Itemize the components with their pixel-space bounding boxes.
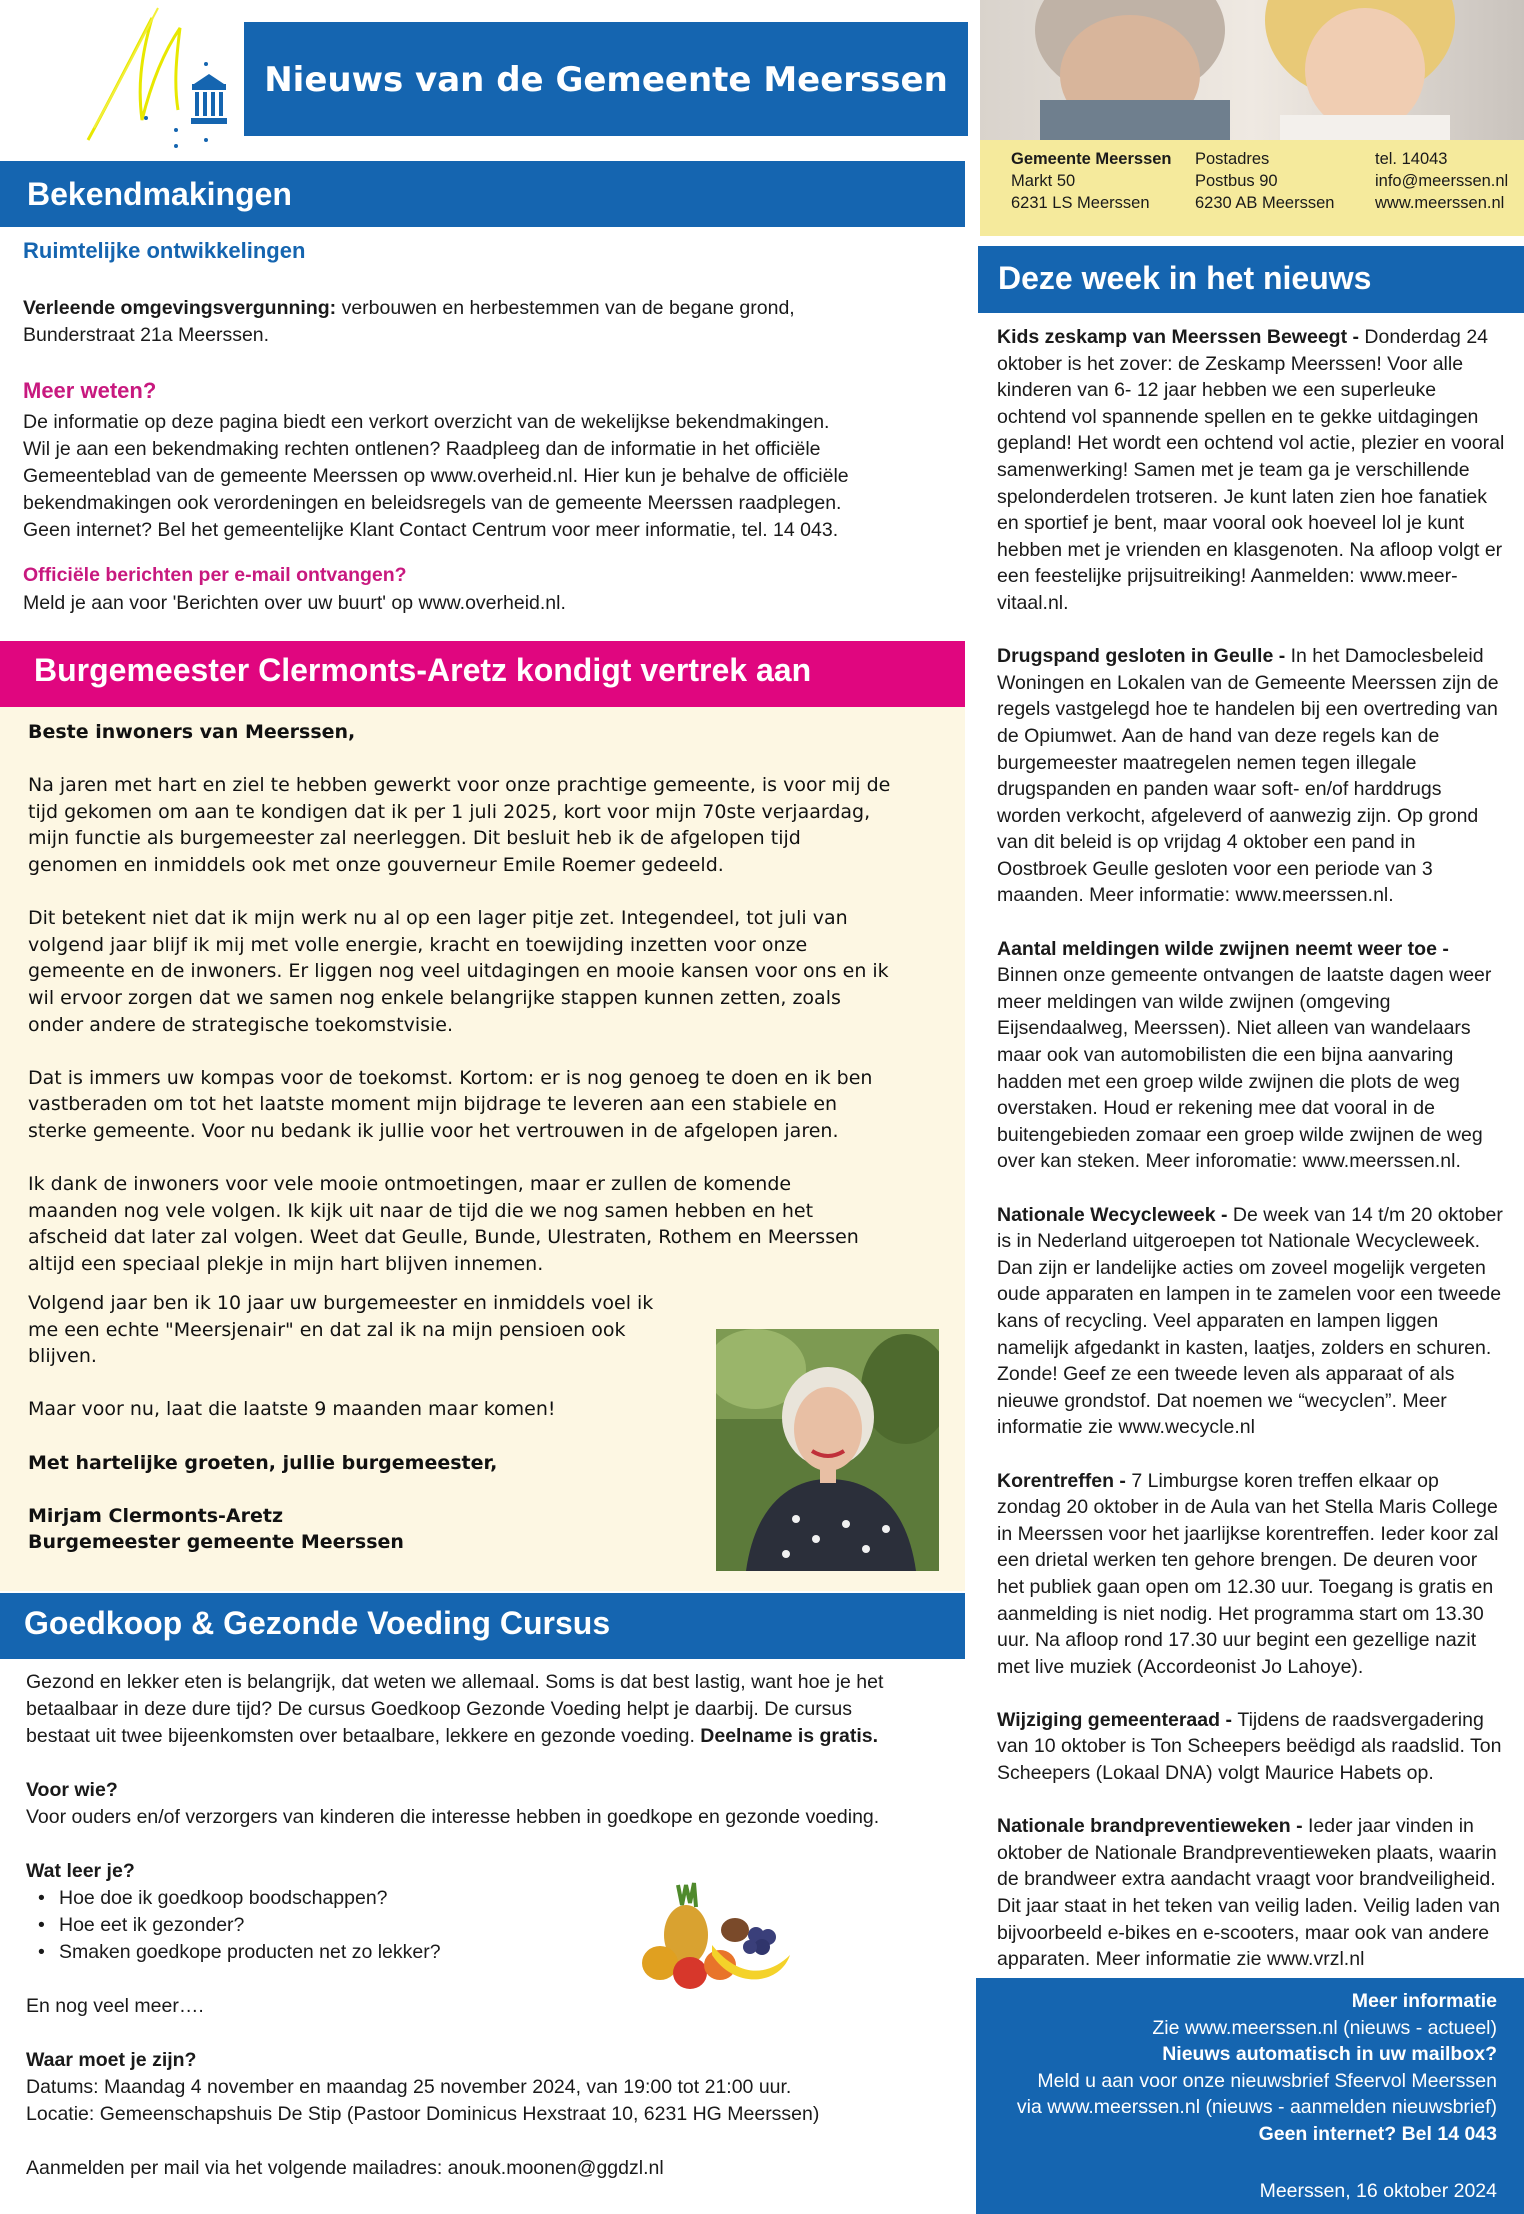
section-title: Burgemeester Clermonts-Aretz kondigt vertrek aan <box>34 652 812 688</box>
section-title: Goedkoop & Gezonde Voeding Cursus <box>24 1605 611 1641</box>
mayor-letter-closing <box>28 1290 708 1556</box>
news-item-title: Korentreffen - <box>997 1469 1132 1492</box>
footer-line: Meld u aan voor onze nieuwsbrief Sfeervol Meerssen <box>1037 2069 1497 2092</box>
news-item <box>997 643 1508 909</box>
photo-couple <box>980 0 1524 140</box>
news-item-body: Ieder jaar vinden in oktober de Nationale Brandpreventieweken plaats, waarin de brandweer extra aandacht vraagt voor brandveiligheid. Dit jaar staat in het teken van veilig laden. Veilig laden van bijvoorbeeld e-bikes en e-scooters, maar ook van andere apparaten. Meer informatie zie www.vrzl.nl <box>997 1815 1500 1971</box>
footer-line: Geen internet? Bel 14 043 <box>1258 2122 1497 2145</box>
letter-line: vastberaden om tot het laatste moment mijn bijdrage te leveren aan een stabiele en <box>28 1093 838 1116</box>
news-item-body: 7 Limburgse koren treffen elkaar op zondag 20 oktober in de Aula van het Stella Maris College in Meerssen voor het jaarlijkse korentreffen. Ieder koor zal een drietal werken ten gehore brengen. De deuren voor het publiek gaan open om 12.30 uur. Toegang is gratis en aanmelding is niet nodig. Het programma start om 13.30 uur. Na afloop rond 17.30 uur begint een gezellige nazit met live muziek (Accordeonist Jo Lahoye). <box>997 1469 1499 1678</box>
letter-line: Ik dank de inwoners voor vele mooie ontmoetingen, maar er zullen de komende <box>28 1173 792 1196</box>
contact-city: 6231 LS Meerssen <box>1011 194 1150 212</box>
news-item <box>997 324 1508 617</box>
letter-line: volgend jaar blijf ik mij met volle energie, kracht en toewijding inzetten voor onze <box>28 933 808 956</box>
course-more: En nog veel meer…. <box>26 1995 204 2017</box>
section-title: Deze week in het nieuws <box>998 260 1372 296</box>
list-item: • Hoe doe ik goedkoop boodschappen? <box>26 1885 956 1912</box>
more-line: Geen internet? Bel het gemeentelijke Klant Contact Centrum voor meer informatie, tel. 14 043. <box>23 519 839 541</box>
news-item-title: Aantal meldingen wilde zwijnen neemt weer toe - <box>997 937 1449 960</box>
newsletter-title-banner <box>244 22 968 136</box>
permit-address: Bunderstraat 21a Meerssen. <box>23 324 270 346</box>
news-item-body: De week van 14 t/m 20 oktober is in Nederland uitgeroepen tot Nationale Wecycleweek. Dan zijn er landelijke acties om zoveel mogelijk vergeten oude apparaten en lampen in te zamelen voor een tweede kans of recycling. Veel apparaten en lampen liggen namelijk afgedankt in kasten, laatjes, zolders en schuren. Zonde! Geef ze een tweede leven als apparaat of als nieuwe grondstof. Dat noemen we “wecyclen”. Meer informatie zie www.wecycle.nl <box>997 1203 1503 1439</box>
contact-postal-city: 6230 AB Meerssen <box>1195 194 1335 212</box>
course-location: Locatie: Gemeenschapshuis De Stip (Pastoor Dominicus Hexstraat 10, 6231 HG Meerssen) <box>26 2103 820 2125</box>
course-who-title: Voor wie? <box>26 1779 118 1801</box>
news-item <box>997 936 1508 1175</box>
news-item-body: Donderdag 24 oktober is het zover: de Zeskamp Meerssen! Voor alle kinderen van 6- 12 jaar hebben we een superleuke ochtend vol spannende spellen en te gekke uitdagingen gepland! Het wordt een ochtend vol actie, plezier en vooral samenwerking! Samen met je team ga je verschillende spelonderdelen trotseren. Je kunt laten zien hoe fanatiek en sportief je bent, maar vooral ook hoeveel lol je kunt hebben met je vrienden en klasgenoten. Na afloop volgt er een feestelijke prijsuitreiking! Aanmelden: www.meer-vitaal.nl. <box>997 326 1505 614</box>
contact-street: Markt 50 <box>1011 172 1076 190</box>
letter-line: altijd een speciaal plekje in mijn hart blijven innemen. <box>28 1252 544 1275</box>
municipality-logo <box>80 0 240 158</box>
section-bar-voeding <box>0 1593 965 1659</box>
list-item: • Smaken goedkope producten net zo lekker? <box>26 1939 956 1966</box>
course-learn-title: Wat leer je? <box>26 1860 135 1882</box>
news-item-title: Wijziging gemeenteraad - <box>997 1708 1238 1731</box>
letter-line: tijd gekomen om aan te kondigen dat ik per 1 juli 2025, kort voor mijn 70ste verjaardag, <box>28 800 871 823</box>
course-intro-line: Gezond en lekker eten is belangrijk, dat weten we allemaal. Soms is dat best lastig, want hoe je het <box>26 1671 884 1693</box>
letter-line: wil ervoor zorgen dat we samen nog enkele belangrijke stappen kunnen zetten, zoals <box>28 986 841 1009</box>
letter-line: Dat is immers uw kompas voor de toekomst. Kortom: er is nog genoeg te doen en ik ben <box>28 1066 873 1089</box>
subheading-email: Officiële berichten per e-mail ontvangen? <box>23 564 407 586</box>
course-signup: Aanmelden per mail via het volgende mailadres: anouk.moonen@ggdzl.nl <box>26 2157 664 2179</box>
signature-title: Burgemeester gemeente Meerssen <box>28 1531 404 1554</box>
email-signup-text: Meld je aan voor 'Berichten over uw buurt' op www.overheid.nl. <box>23 592 566 614</box>
news-item-title: Nationale brandpreventieweken - <box>997 1815 1309 1838</box>
photo-fruit <box>620 1875 800 1995</box>
news-item <box>997 1813 1508 1973</box>
footer-heading: Meer informatie <box>1351 1990 1497 2012</box>
letter-line: Maar voor nu, laat die laatste 9 maanden maar komen! <box>28 1398 556 1421</box>
letter-line: blijven. <box>28 1345 97 1368</box>
footer-line[interactable]: Zie www.meerssen.nl (nieuws - actueel) <box>1152 2016 1497 2039</box>
course-content <box>26 1669 956 2182</box>
course-where-title: Waar moet je zijn? <box>26 2049 197 2071</box>
contact-box <box>980 140 1524 236</box>
news-item <box>997 1707 1508 1787</box>
course-who-text: Voor ouders en/of verzorgers van kinderen die interesse hebben in goedkope en gezonde voeding. <box>26 1806 880 1828</box>
contact-address <box>1011 148 1172 214</box>
photo-mayor <box>716 1329 939 1571</box>
section-bar-bekendmakingen <box>0 161 965 227</box>
contact-phone: tel. 14043 <box>1375 150 1448 168</box>
news-item-title: Nationale Wecycleweek - <box>997 1203 1233 1226</box>
course-learn-list <box>26 1885 956 1966</box>
more-line: De informatie op deze pagina biedt een verkort overzicht van de wekelijkse bekendmakingen. <box>23 411 830 433</box>
letter-line: gemeente en de inwoners. Er liggen nog veel uitdagingen en mooie kansen voor ons en ik <box>28 960 889 983</box>
news-item <box>997 1468 1508 1681</box>
letter-line: genomen en inmiddels ook met onze gouverneur Emile Roemer gedeeld. <box>28 853 724 876</box>
newsletter-title: Nieuws van de Gemeente Meerssen <box>264 60 948 100</box>
more-line: bekendmakingen ook verordeningen en beleidsregels van de gemeente Meerssen raadplegen. <box>23 492 842 514</box>
course-intro-line: betaalbaar in deze dure tijd? De cursus Goedkoop Gezonde Voeding helpt je daarbij. De cursus <box>26 1698 853 1720</box>
permit-notice <box>23 295 953 349</box>
letter-line: Volgend jaar ben ik 10 jaar uw burgemeester en inmiddels voel ik <box>28 1292 654 1314</box>
letter-line: Dit betekent niet dat ik mijn werk nu al op een lager pitje zet. Integendeel, tot juli van <box>28 907 848 930</box>
permit-label: Verleende omgevingsvergunning: <box>23 297 337 319</box>
contact-postal-label: Postadres <box>1195 150 1270 168</box>
letter-greeting: Met hartelijke groeten, jullie burgemeester, <box>28 1451 498 1474</box>
section-bar-news <box>978 246 1524 313</box>
contact-website[interactable]: www.meerssen.nl <box>1375 194 1505 212</box>
news-list <box>997 324 1508 1973</box>
permit-text: verbouwen en herbestemmen van de begane grond, <box>336 297 795 319</box>
letter-line: Na jaren met hart en ziel te hebben gewerkt voor onze prachtige gemeente, is voor mij de <box>28 774 891 797</box>
news-item-title: Kids zeskamp van Meerssen Beweegt - <box>997 326 1365 348</box>
more-line: Wil je aan een bekendmaking rechten ontlenen? Raadpleeg dan de informatie in het officiële <box>23 438 821 460</box>
subheading-meer-weten: Meer weten? <box>23 378 157 403</box>
list-item: • Hoe eet ik gezonder? <box>26 1912 956 1939</box>
letter-line: onder andere de strategische toekomstvisie. <box>28 1013 454 1036</box>
course-free-note: Deelname is gratis. <box>700 1725 879 1747</box>
contact-email[interactable]: info@meerssen.nl <box>1375 172 1509 190</box>
news-item-title: Drugspand gesloten in Geulle - <box>997 645 1291 668</box>
course-dates: Datums: Maandag 4 november en maandag 25 november 2024, van 19:00 tot 21:00 uur. <box>26 2076 792 2098</box>
section-bar-burgemeester <box>0 641 965 707</box>
course-intro-line: bestaat uit twee bijeenkomsten over betaalbare, lekkere en gezonde voeding. <box>26 1725 701 1747</box>
letter-salutation: Beste inwoners van Meerssen, <box>28 721 356 743</box>
letter-line: sterke gemeente. Voor nu bedank ik jullie voor het vertrouwen in de afgelopen jaren. <box>28 1119 839 1142</box>
contact-org-name: Gemeente Meerssen <box>1011 150 1172 168</box>
mayor-letter <box>28 719 948 1277</box>
footer-date: Meerssen, 16 oktober 2024 <box>1259 2180 1497 2202</box>
letter-line: mijn functie als burgemeester zal neerleggen. Dit besluit heb ik de afgelopen tijd <box>28 827 801 850</box>
contact-postal <box>1195 148 1334 214</box>
more-info-paragraph <box>23 409 953 544</box>
signature-name: Mirjam Clermonts-Aretz <box>28 1504 284 1527</box>
section-title: Bekendmakingen <box>27 176 292 212</box>
subheading-ruimtelijk: Ruimtelijke ontwikkelingen <box>23 238 306 263</box>
more-line: Gemeenteblad van de gemeente Meerssen op www.overheid.nl. Hier kun je behalve de officiële <box>23 465 849 487</box>
footer-more-info <box>976 1978 1524 2214</box>
contact-digital <box>1375 148 1508 214</box>
news-item-body: Tijdens de raadsvergadering van 10 oktober is Ton Scheepers beëdigd als raadslid. Ton Scheepers (Lokaal DNA) volgt Maurice Habets op. <box>997 1708 1502 1785</box>
contact-postbus: Postbus 90 <box>1195 172 1278 190</box>
news-item <box>997 1202 1508 1441</box>
news-item-body: Binnen onze gemeente ontvangen de laatste dagen weer meer meldingen van wilde zwijnen (omgeving Eijsendaalweg, Meerssen). Niet alleen van wandelaars maar ook van automobilisten die een bijna aanvaring hadden met een groep wilde zwijnen die plots de weg overstaken. Houd er rekening mee dat vooral in de buitengebieden zomaar een groep wilde zwijnen de weg over kan steken. Meer inforomatie: www.meerssen.nl. <box>997 964 1492 1173</box>
letter-line: me een echte "Meersjenair" en dat zal ik na mijn pensioen ook <box>28 1318 626 1341</box>
footer-line[interactable]: via www.meerssen.nl (nieuws - aanmelden nieuwsbrief) <box>1016 2096 1497 2119</box>
news-item-body: In het Damoclesbeleid Woningen en Lokalen van de Gemeente Meerssen zijn de regels vastgelegd hoe te handelen bij een overtreding van de Opiumwet. Aan de hand van deze regels kan de burgemeester maatregelen nemen tegen illegale drugspanden en panden waar soft- en/of harddrugs worden verkocht, afgeleverd of aanwezig zijn. Op grond van dit beleid is op vrijdag 4 oktober een pand in Oostbroek Geulle gesloten voor een periode van 3 maanden. Meer informatie: www.meerssen.nl. <box>997 645 1499 907</box>
footer-line: Nieuws automatisch in uw mailbox? <box>1162 2043 1497 2066</box>
letter-line: maanden nog vele volgen. Ik kijk uit naar de tijd die we nog samen hebben en het <box>28 1199 814 1222</box>
letter-line: afscheid dat later zal volgen. Weet dat Geulle, Bunde, Ulestraten, Rothem en Meerssen <box>28 1226 859 1249</box>
